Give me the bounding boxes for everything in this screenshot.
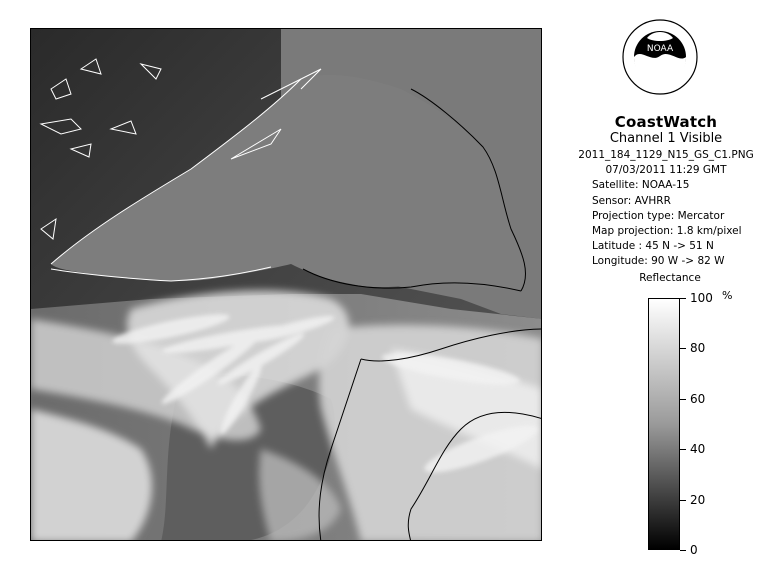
colorbar-tick (680, 399, 686, 400)
colorbar-unit: % (722, 289, 733, 302)
colorbar-tick-label: 0 (690, 543, 698, 557)
colorbar-tick (680, 550, 686, 551)
colorbar-tick (680, 298, 686, 299)
metadata-block (556, 148, 776, 270)
latitude: Latitude : 45 N -> 51 N (592, 240, 714, 253)
sensor: Sensor: AVHRR (592, 194, 671, 207)
noaa-logo (621, 18, 699, 96)
longitude: Longitude: 90 W -> 82 W (592, 255, 725, 268)
colorbar (648, 298, 680, 550)
logo-center-text: NOAA (646, 44, 674, 54)
brand-title: CoastWatch (614, 113, 718, 131)
satellite-map (30, 28, 542, 541)
datetime: 07/03/2011 11:29 GMT (605, 164, 727, 177)
projection-type: Projection type: Mercator (592, 209, 725, 222)
filename: 2011_184_1129_N15_GS_C1.PNG (578, 149, 754, 161)
colorbar-tick-label: 40 (690, 442, 706, 457)
channel-title: Channel 1 Visible (609, 131, 723, 146)
colorbar-tick-label: 60 (690, 391, 706, 406)
colorbar-tick (680, 500, 686, 501)
colorbar-tick-label: 20 (690, 492, 706, 507)
map-projection: Map projection: 1.8 km/pixel (592, 225, 742, 238)
colorbar-tick-label: 100 (690, 291, 713, 305)
satellite: Satellite: NOAA-15 (592, 179, 690, 192)
colorbar-tick-label: 80 (690, 341, 706, 356)
colorbar-tick (680, 449, 686, 450)
colorbar-title: Reflectance (639, 272, 701, 284)
colorbar-tick (680, 348, 686, 349)
